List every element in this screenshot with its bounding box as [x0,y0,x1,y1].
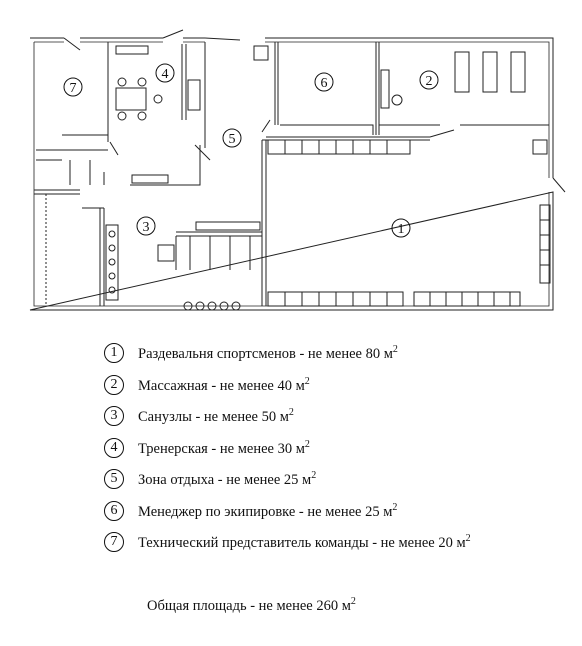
legend-label: Технический представитель команды - не менее 20 $м^2$ [138,533,471,551]
legend-number: 5 [104,469,124,489]
shelf [196,222,260,230]
room-marker-1-label: 1 [397,222,405,237]
legend-number: 1 [104,343,124,363]
room-5-walls [130,42,205,185]
table [116,88,146,110]
chair [138,112,146,120]
legend-item-5 [104,469,574,501]
room-marker-3-label: 3 [142,220,150,235]
legend-item-7 [104,532,574,564]
room-1-walls [262,137,430,306]
legend-item-4 [104,438,574,470]
legend-label: Зона отдыха - не менее 25 $м^2$ [138,470,317,488]
lockers-right [540,205,550,283]
cabinet [116,46,148,54]
chair [118,78,126,86]
wc-stalls [176,232,262,270]
room-marker-5-label: 5 [228,132,236,147]
lockers-bottom-right [414,292,520,306]
legend-number: 3 [104,406,124,426]
massage-table [511,52,525,92]
room-legend [104,343,574,564]
cabinet [188,80,200,110]
legend-item-6 [104,501,574,533]
lockers-bottom-left [268,292,403,306]
chair [154,95,162,103]
room-marker-7-label: 7 [69,81,77,96]
bench [132,175,168,183]
legend-label: Тренерская - не менее 30 $м^2$ [138,438,310,457]
legend-label: Менеджер по экипировке - не менее 25 $м^2$ [138,501,398,520]
panel [254,46,268,60]
panel [533,140,547,154]
wc-block [36,150,108,185]
desk [381,70,389,108]
room-marker-2-label: 2 [425,74,433,89]
lockers-top [268,140,410,154]
legend-item-2 [104,375,574,407]
sinks [106,225,118,300]
legend-number: 2 [104,375,124,395]
massage-table [455,52,469,92]
legend-label: Санузлы - не менее 50 $м^2$ [138,407,294,425]
legend-item-3 [104,406,574,438]
shower-tray [158,245,174,261]
chair [138,78,146,86]
room-marker-4-label: 4 [161,67,169,82]
legend-label: Массажная - не менее 40 $м^2$ [138,375,310,394]
legend-label: Раздевальня спортсменов - не менее 80 $м^2$ [138,344,398,362]
chair [392,95,402,105]
legend-item-1 [104,343,574,375]
chair [118,112,126,120]
massage-table [483,52,497,92]
legend-number: 7 [104,532,124,552]
room-3-walls [34,190,104,306]
legend-number: 6 [104,501,124,521]
legend-number: 4 [104,438,124,458]
room-marker-6-label: 6 [320,76,328,91]
total-area: Общая площадь - не менее 260 $м^2$ [147,596,356,614]
